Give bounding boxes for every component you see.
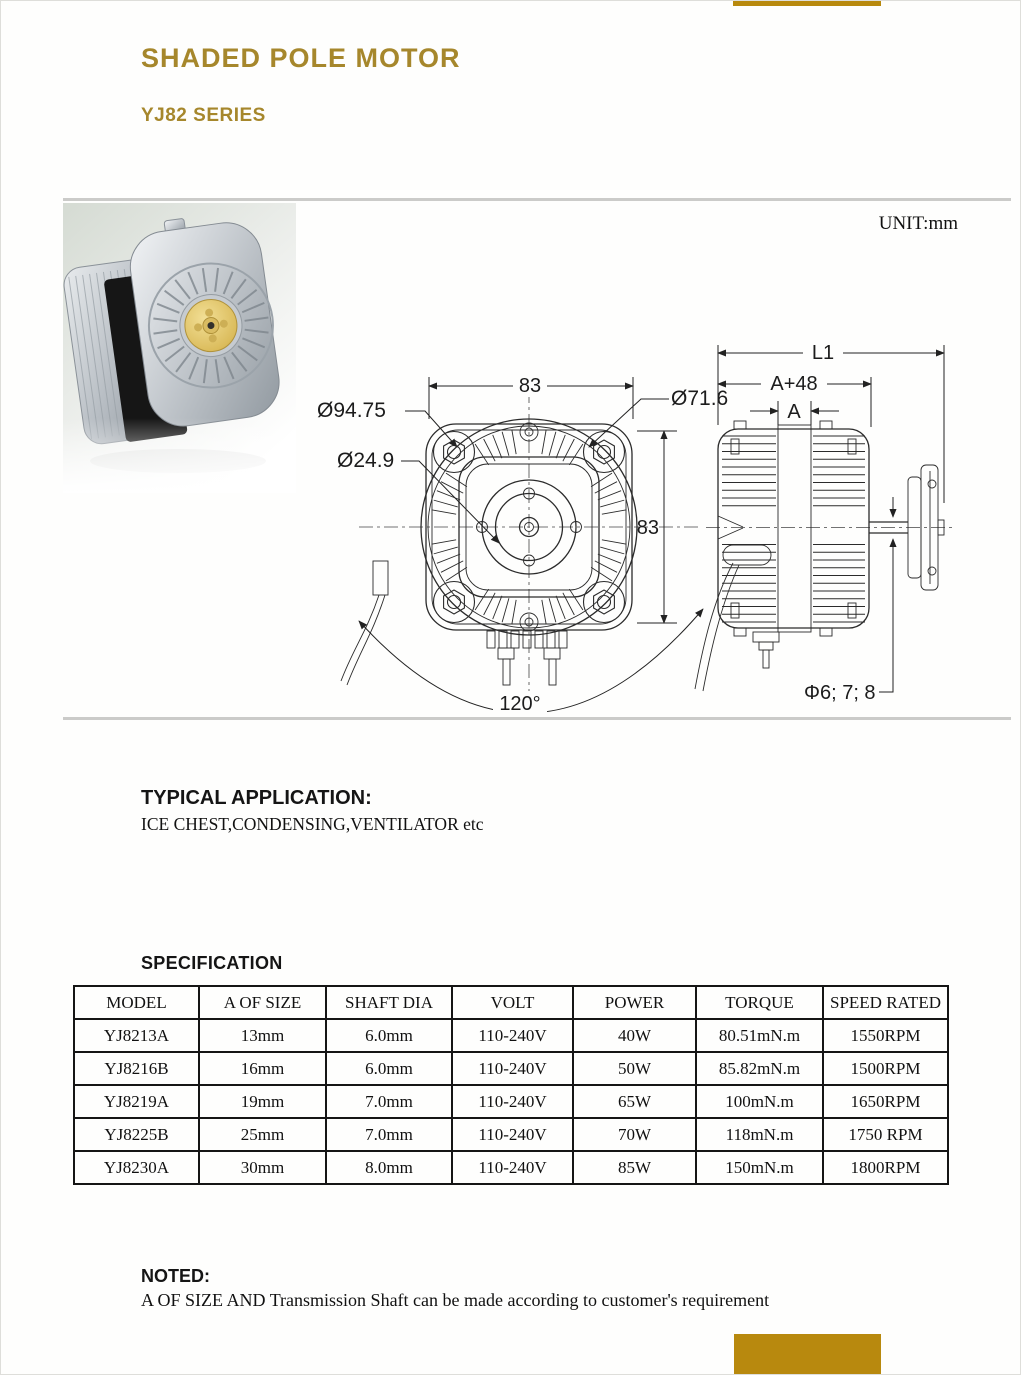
overall-length-dim: L1	[811, 342, 835, 364]
table-cell: YJ8225B	[74, 1118, 199, 1151]
column-header: TORQUE	[696, 986, 823, 1019]
table-cell: 6.0mm	[326, 1019, 452, 1052]
table-cell: 30mm	[199, 1151, 326, 1184]
terminal-block	[487, 631, 567, 685]
column-header: MODEL	[74, 986, 199, 1019]
table-cell: 16mm	[199, 1052, 326, 1085]
page-title: SHADED POLE MOTOR	[141, 43, 461, 73]
core-length-dim: A	[787, 401, 801, 423]
column-header: A OF SIZE	[199, 986, 326, 1019]
table-cell: 50W	[573, 1052, 696, 1085]
wire-outlet	[373, 561, 388, 595]
dia-center-label: Ø24.9	[337, 449, 395, 472]
dia-fan-label: Ø71.6	[671, 387, 729, 410]
table-cell: 110-240V	[452, 1085, 573, 1118]
series-subtitle: YJ82 SERIES	[141, 105, 266, 126]
technical-drawing	[301, 331, 1011, 721]
table-cell: 110-240V	[452, 1151, 573, 1184]
shaft-dia-label: Φ6; 7; 8	[804, 682, 876, 704]
table-cell: 7.0mm	[326, 1085, 452, 1118]
table-cell: 8.0mm	[326, 1151, 452, 1184]
column-header: VOLT	[452, 986, 573, 1019]
typical-application-body: ICE CHEST,CONDENSING,VENTILATOR etc	[141, 814, 484, 834]
noted-body: A OF SIZE AND Transmission Shaft can be made according to customer's requirement	[141, 1290, 770, 1310]
table-cell: 100mN.m	[696, 1085, 823, 1118]
table-cell: 40W	[573, 1019, 696, 1052]
bottom-stud	[753, 632, 779, 668]
table-cell: 80.51mN.m	[696, 1019, 823, 1052]
side-bracket	[723, 545, 771, 565]
table-header-row	[74, 986, 948, 1019]
front-width-dim: 83	[518, 375, 542, 397]
table-cell: YJ8219A	[74, 1085, 199, 1118]
side-tabs	[731, 421, 856, 636]
table-cell: 70W	[573, 1118, 696, 1151]
table-cell: 85.82mN.m	[696, 1052, 823, 1085]
noted-heading: NOTED:	[141, 1266, 210, 1286]
table-cell: 110-240V	[452, 1019, 573, 1052]
table-cell: 85W	[573, 1151, 696, 1184]
column-header: POWER	[573, 986, 696, 1019]
column-header: SPEED RATED	[823, 986, 948, 1019]
table-cell: 1650RPM	[823, 1085, 948, 1118]
table-cell: 1800RPM	[823, 1151, 948, 1184]
typical-application-heading: TYPICAL APPLICATION:	[141, 787, 372, 809]
table-cell: YJ8230A	[74, 1151, 199, 1184]
table-row	[74, 1085, 948, 1118]
side-view	[695, 421, 944, 691]
table-cell: 118mN.m	[696, 1118, 823, 1151]
table-row	[74, 1019, 948, 1052]
dia-mounting-label: Ø94.75	[317, 399, 386, 422]
table-cell: 7.0mm	[326, 1118, 452, 1151]
body-length-dim: A+48	[770, 373, 818, 395]
unit-label: UNIT:mm	[878, 213, 958, 234]
table-cell: 150mN.m	[696, 1151, 823, 1184]
lead-wire	[341, 595, 379, 681]
lead-wire	[695, 563, 733, 689]
table-cell: 19mm	[199, 1085, 326, 1118]
specification-heading: SPECIFICATION	[141, 953, 283, 973]
table-row	[74, 1118, 948, 1151]
accent-bar-top	[733, 1, 881, 6]
table-row	[74, 1151, 948, 1184]
table-cell: 110-240V	[452, 1118, 573, 1151]
table-cell: 1750 RPM	[823, 1118, 948, 1151]
table-row	[74, 1052, 948, 1085]
table-cell: 1500RPM	[823, 1052, 948, 1085]
panel-divider-top	[63, 198, 1011, 201]
front-height-dim: 83	[636, 517, 659, 539]
column-header: SHAFT DIA	[326, 986, 452, 1019]
table-cell: 25mm	[199, 1118, 326, 1151]
accent-bar-bottom	[734, 1334, 881, 1374]
dimensions	[317, 342, 944, 715]
specification-table	[73, 985, 949, 1185]
side-fins	[722, 436, 865, 622]
table-cell: YJ8213A	[74, 1019, 199, 1052]
stator-core-band	[778, 425, 811, 632]
lead-wire	[347, 595, 385, 685]
motor-photo-illustration	[63, 203, 296, 493]
table-cell: 13mm	[199, 1019, 326, 1052]
table-cell: 6.0mm	[326, 1052, 452, 1085]
table-cell: 110-240V	[452, 1052, 573, 1085]
table-cell: 65W	[573, 1085, 696, 1118]
table-cell: 1550RPM	[823, 1019, 948, 1052]
product-photo	[63, 203, 296, 493]
table-cell: YJ8216B	[74, 1052, 199, 1085]
mounting-angle-label: 120°	[499, 693, 541, 715]
